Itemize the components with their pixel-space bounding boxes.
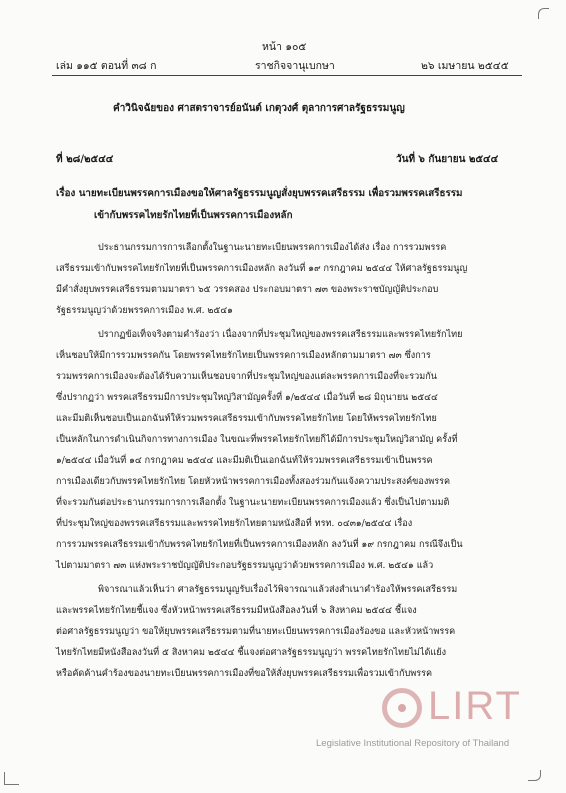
decision-date: วันที่ ๖ กันยายน ๒๕๔๔ (396, 154, 499, 165)
body-line: และมีมติเห็นชอบเป็นเอกฉันท์ให้รวมพรรคเสรีธรรมเข้ากับพรรคไทยรักไทย โดยให้พรรคไทยรักไทย (56, 414, 437, 424)
body-line: ที่จะรวมกันต่อประธานกรรมการการเลือกตั้ง ในฐานะนายทะเบียนพรรคการเมืองแล้ว ซึ่งเป็นไปตามมติ (56, 498, 450, 508)
body-line: มีคำสั่งยุบพรรคเสรีธรรมตามมาตรา ๖๕ วรรคสอง ประกอบมาตรา ๗๓ ของพระราชบัญญัติประกอบ (56, 285, 439, 295)
body-line: และพรรคไทยรักไทยชี้แจง ซึ่งหัวหน้าพรรคเสรีธรรมมีหนังสือลงวันที่ ๖ สิงหาคม ๒๕๔๔ ชี้แจง (56, 606, 417, 616)
body-line: ไทยรักไทยมีหนังสือลงวันที่ ๕ สิงหาคม ๒๕๔๔ ชี้แจงต่อศาลรัฐธรรมนูญว่า พรรคไทยรักไทยไม่ได้แย้ง (56, 648, 447, 658)
crop-mark-bottom-right (528, 770, 541, 781)
body-line: ที่ประชุมใหญ่ของพรรคเสรีธรรมและพรรคไทยรักไทยตามหนังสือที่ ทรท. ๐๔๓๑/๒๕๔๔ เรื่อง (56, 519, 413, 529)
body-line: ประธานกรรมการการเลือกตั้งในฐานะนายทะเบียนพรรคการเมืองได้ส่ง เรื่อง การรวมพรรค (98, 243, 447, 253)
subject-line: เรื่อง นายทะเบียนพรรคการเมืองขอให้ศาลรัฐธรรมนูญสั่งยุบพรรคเสรีธรรม เพื่อรวมพรรคเสรีธรรม (56, 188, 463, 199)
body-line: ปรากฏข้อเท็จจริงตามคำร้องว่า เนื่องจากที่ประชุมใหญ่ของพรรคเสรีธรรมและพรรคไทยรักไทย (98, 330, 463, 340)
body-line: เห็นชอบให้มีการรวมพรรคกัน โดยพรรคไทยรักไทยเป็นพรรคการเมืองหลักตามมาตรา ๗๓ ซึ่งการ (56, 351, 431, 361)
body-line: ซึ่งปรากฏว่า พรรคเสรีธรรมมีการประชุมใหญ่วิสามัญครั้งที่ ๑/๒๕๔๔ เมื่อวันที่ ๒๘ มิถุนายน ๒๕๔๔ (56, 393, 438, 403)
body-line: เสรีธรรมเข้ากับพรรคไทยรักไทยที่เป็นพรรคการเมืองหลัก ลงวันที่ ๑๙ กรกฎาคม ๒๕๔๔ ให้ศาลรัฐธรรมนูญ (56, 264, 468, 274)
crop-mark-bottom-left (4, 772, 19, 785)
seal-center-icon (398, 704, 406, 712)
crop-mark-top-right (538, 8, 549, 19)
subject-line: เข้ากับพรรคไทยรักไทยที่เป็นพรรคการเมืองหลัก (94, 210, 293, 221)
watermark-caption: Legislative Institutional Repository of Thailand (316, 738, 510, 749)
body-line: พิจารณาแล้วเห็นว่า ศาลรัฐธรรมนูญรับเรื่องไว้พิจารณาแล้วส่งสำเนาคำร้องให้พรรคเสรีธรรม (98, 585, 458, 595)
watermark-logo: LIRT (428, 684, 522, 728)
body-line: การเมืองเดียวกับพรรคไทยรักไทย โดยหัวหน้าพรรคการเมืองทั้งสองร่วมกันแจ้งความประสงค์ของพรรค (56, 477, 451, 487)
body-line: ต่อศาลรัฐธรรมนูญว่า ขอให้ยุบพรรคเสรีธรรมตามที่นายทะเบียนพรรคการเมืองร้องขอ และหัวหน้าพรรค (56, 627, 456, 637)
body-line: ๑/๒๕๔๔ เมื่อวันที่ ๑๔ กรกฎาคม ๒๕๔๔ และมีมติเป็นเอกฉันท์ให้รวมพรรคเสรีธรรมเข้าเป็นพรรค (56, 456, 433, 466)
body-line: ไปตามมาตรา ๗๓ แห่งพระราชบัญญัติประกอบรัฐธรรมนูญว่าด้วยพรรคการเมือง พ.ศ. ๒๕๔๑ แล้ว (56, 561, 434, 571)
decision-number: ที่ ๒๘/๒๕๔๔ (56, 154, 114, 165)
gazette-volume: เล่ม ๑๑๕ ตอนที่ ๓๘ ก (56, 60, 157, 72)
page-number: หน้า ๑๐๕ (262, 41, 307, 53)
gazette-date: ๒๖ เมษายน ๒๕๔๕ (421, 60, 509, 72)
body-line: การรวมพรรคเสรีธรรมเข้ากับพรรคไทยรักไทยที่เป็นพรรคการเมืองหลัก ลงวันที่ ๑๙ กรกฎาคม กรณีจึงเป็น (56, 540, 463, 550)
body-line: รวมพรรคการเมืองจะต้องได้รับความเห็นชอบจากที่ประชุมใหญ่ของแต่ละพรรคการเมืองที่จะรวมกัน (56, 372, 437, 382)
body-line: หรือคัดค้านคำร้องของนายทะเบียนพรรคการเมืองที่ขอให้สั่งยุบพรรคเสรีธรรมเพื่อรวมเข้ากับพรรค (56, 669, 433, 679)
body-line: เป็นหลักในการดำเนินกิจการทางการเมือง ในขณะที่พรรคไทยรักไทยก็ได้มีการประชุมใหญ่วิสามัญ ครั้งที่ (56, 435, 458, 445)
header-rule (52, 75, 522, 76)
body-line: รัฐธรรมนูญว่าด้วยพรรคการเมือง พ.ศ. ๒๕๔๑ (56, 306, 233, 316)
gazette-name: ราชกิจจานุเบกษา (255, 60, 335, 72)
document-title: คำวินิจฉัยของ ศาสตราจารย์อนันต์ เกตุวงศ์ ตุลาการศาลรัฐธรรมนูญ (113, 103, 405, 114)
